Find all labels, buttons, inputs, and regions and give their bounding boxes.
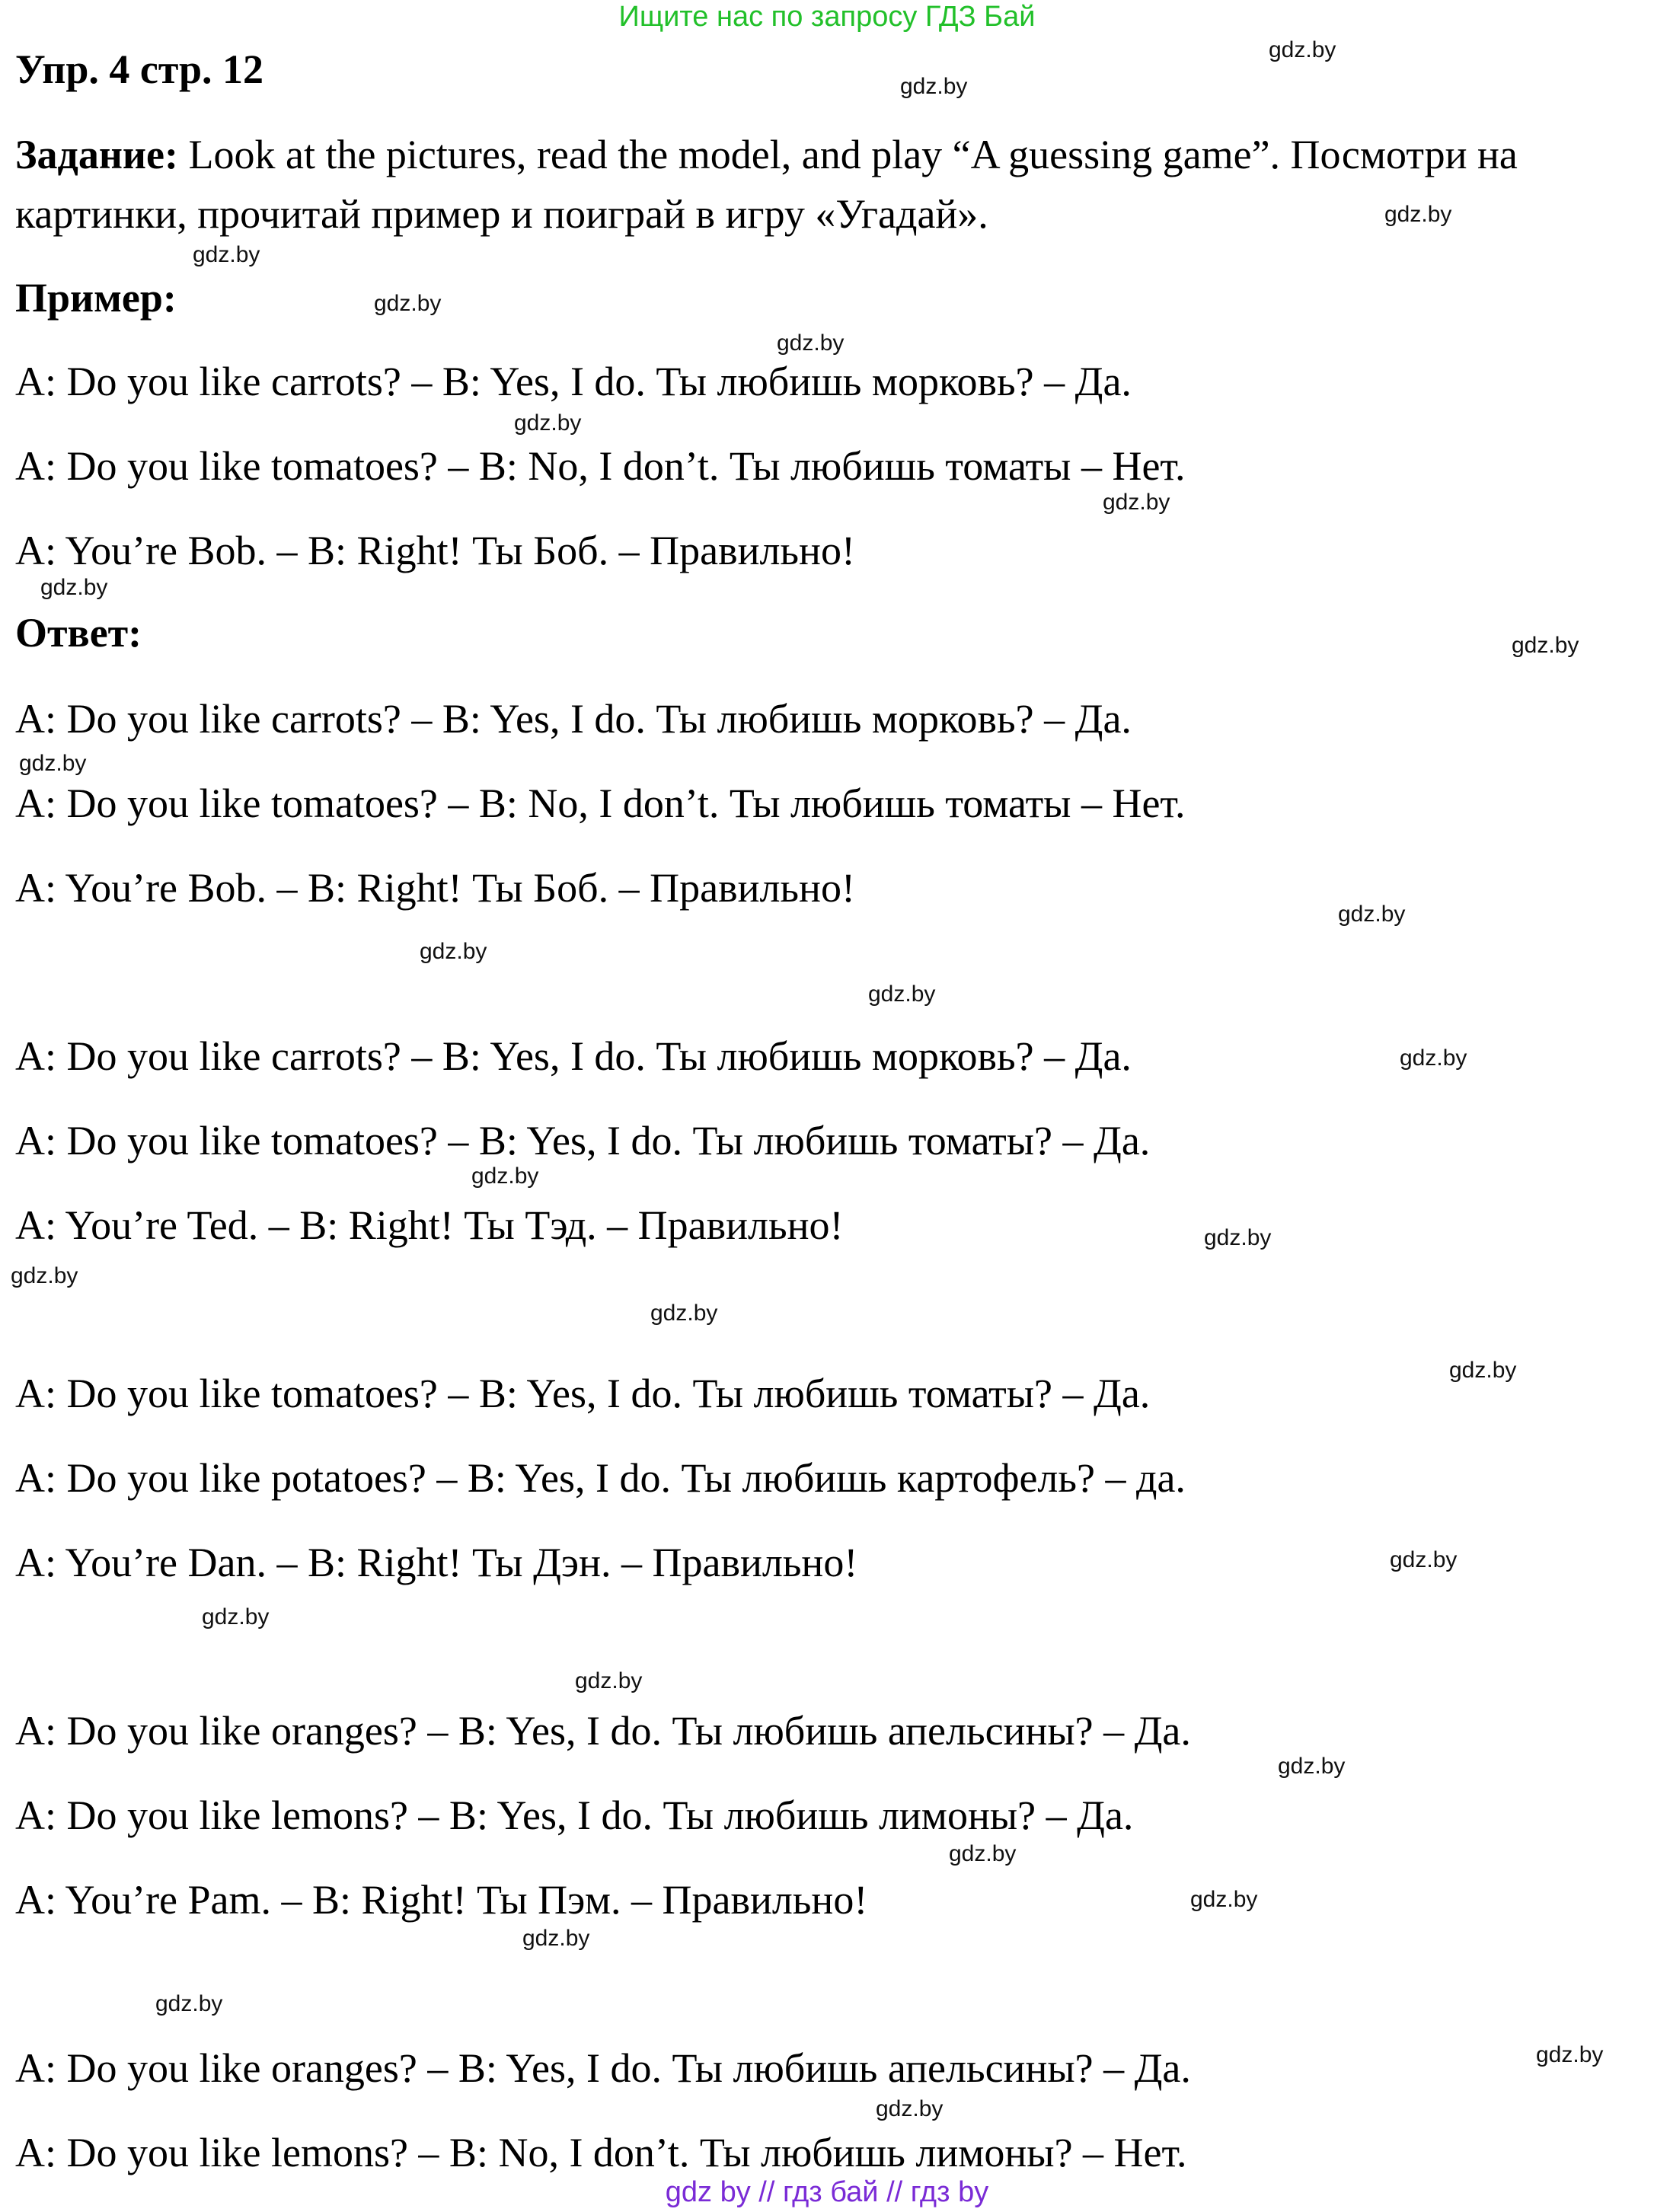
answer-line: A: Do you like lemons? – B: No, I don’t. Ты любишь лимоны? – Нет. [15, 2130, 1187, 2175]
answer-line: A: Do you like tomatoes? – B: Yes, I do. Ты любишь томаты? – Да. [15, 1118, 1151, 1163]
answer-line: A: Do you like tomatoes? – B: No, I don’t. Ты любишь томаты – Нет. [15, 780, 1186, 826]
watermark: gdz.by [471, 1163, 539, 1189]
watermark: gdz.by [1449, 1358, 1517, 1383]
answer-line: A: Do you like potatoes? – B: Yes, I do. Ты любишь картофель? – да. [15, 1455, 1186, 1501]
example-label: Пример: [15, 275, 177, 321]
top-banner: Ищите нас по запросу ГДЗ Бай [618, 1, 1036, 33]
watermark: gdz.by [777, 330, 845, 356]
watermark: gdz.by [514, 410, 582, 436]
watermark: gdz.by [1536, 2042, 1604, 2067]
answer-line: A: You’re Ted. – B: Right! Ты Тэд. – Правильно! [15, 1202, 844, 1248]
watermark: gdz.by [876, 2096, 944, 2121]
watermark: gdz.by [1103, 490, 1170, 515]
watermark: gdz.by [420, 939, 487, 964]
watermark: gdz.by [1400, 1045, 1467, 1071]
watermark: gdz.by [1338, 902, 1406, 927]
answer-line: A: You’re Dan. – B: Right! Ты Дэн. – Правильно! [15, 1540, 858, 1585]
watermark: gdz.by [374, 291, 442, 316]
watermark: gdz.by [40, 575, 108, 600]
watermark: gdz.by [19, 751, 87, 776]
watermark: gdz.by [1390, 1547, 1458, 1572]
watermark: gdz.by [1384, 202, 1452, 227]
watermark: gdz.by [155, 1991, 223, 2016]
answer-line: A: You’re Bob. – B: Right! Ты Боб. – Правильно! [15, 865, 855, 911]
footer-links: gdz by // гдз бай // гдз by [665, 2176, 989, 2208]
watermark: gdz.by [1512, 633, 1579, 658]
watermark: gdz.by [575, 1668, 643, 1693]
answer-label: Ответ: [15, 610, 142, 656]
watermark: gdz.by [1190, 1887, 1258, 1912]
answer-line: A: Do you like oranges? – B: Yes, I do. Ты любишь апельсины? – Да. [15, 1708, 1191, 1754]
example-line: A: Do you like carrots? – B: Yes, I do. Ты любишь морковь? – Да. [15, 359, 1132, 404]
answer-line: A: Do you like oranges? – B: Yes, I do. Ты любишь апельсины? – Да. [15, 2045, 1191, 2091]
watermark: gdz.by [868, 982, 936, 1007]
watermark: gdz.by [650, 1301, 718, 1326]
watermark: gdz.by [11, 1263, 78, 1288]
watermark: gdz.by [900, 74, 968, 99]
answer-line: A: Do you like carrots? – B: Yes, I do. Ты любишь морковь? – Да. [15, 696, 1132, 742]
watermark: gdz.by [1269, 37, 1336, 62]
watermark: gdz.by [193, 242, 260, 267]
answer-line: A: Do you like carrots? – B: Yes, I do. Ты любишь морковь? – Да. [15, 1033, 1132, 1079]
watermark: gdz.by [202, 1604, 270, 1629]
answer-line: A: You’re Pam. – B: Right! Ты Пэм. – Правильно! [15, 1877, 868, 1923]
task-text: Look at the pictures, read the model, and play “A guessing game”. Посмотри на картинки, прочитай пример и поиграй в игру «Угадай». [15, 132, 1518, 237]
task-label: Задание: [15, 132, 178, 177]
answer-line: A: Do you like lemons? – B: Yes, I do. Ты любишь лимоны? – Да. [15, 1792, 1134, 1838]
example-line: A: You’re Bob. – B: Right! Ты Боб. – Правильно! [15, 528, 855, 573]
watermark: gdz.by [1278, 1754, 1346, 1779]
answer-line: A: Do you like tomatoes? – B: Yes, I do. Ты любишь томаты? – Да. [15, 1371, 1151, 1416]
watermark: gdz.by [522, 1926, 590, 1951]
watermark: gdz.by [949, 1841, 1017, 1866]
example-line: A: Do you like tomatoes? – B: No, I don’t. Ты любишь томаты – Нет. [15, 443, 1186, 489]
watermark: gdz.by [1204, 1225, 1272, 1250]
exercise-heading: Упр. 4 стр. 12 [15, 46, 264, 92]
